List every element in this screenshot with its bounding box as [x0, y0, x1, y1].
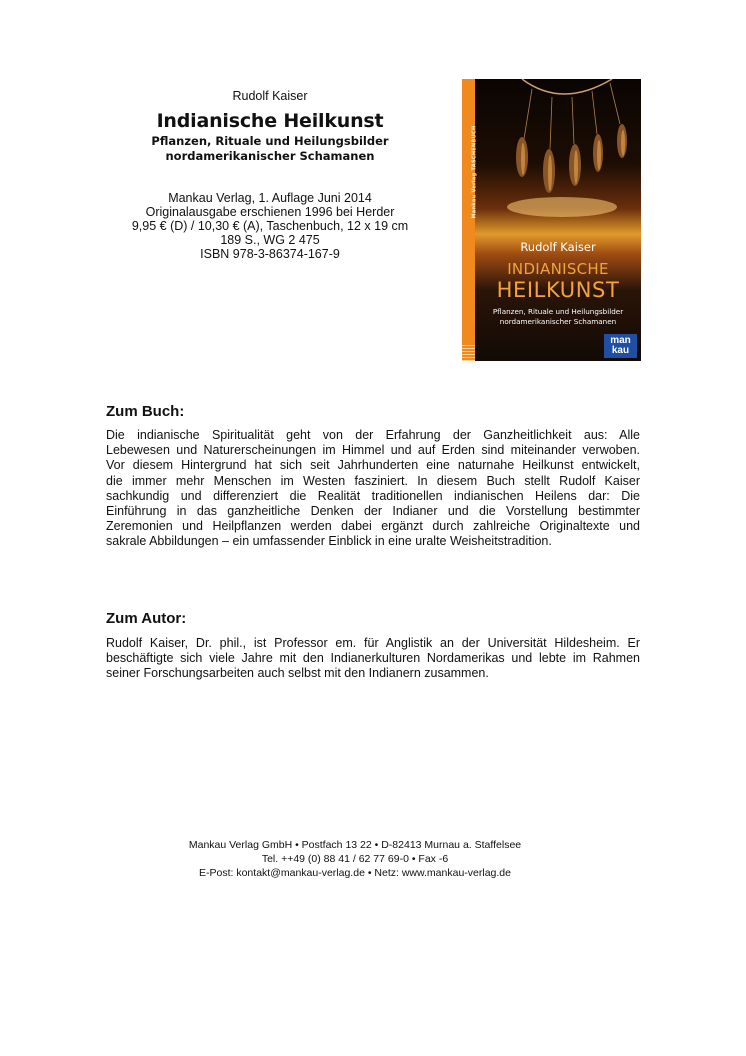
- book-publisher-line: Mankau Verlag, 1. Auflage Juni 2014: [168, 191, 372, 205]
- text-line: beschäftigte sich viele Jahre mit den Indianerkulturen Nordamerikas und lebte im Rahmen: [106, 651, 640, 666]
- text-line: die immer mehr Menschen im Westen fasziniert. In diesem Buch stellt Rudolf Kaiser: [106, 473, 640, 488]
- cover-author: Rudolf Kaiser: [520, 240, 596, 254]
- dreamcatcher-feathers-illustration: [462, 79, 641, 229]
- zum-buch-text: [106, 428, 640, 550]
- cover-subtitle: [475, 307, 641, 327]
- book-meta: [100, 191, 440, 261]
- zum-autor-text: [106, 636, 640, 682]
- publisher-logo-line: man: [610, 335, 631, 346]
- book-subtitle-line: Pflanzen, Rituale und Heilungsbilder: [151, 134, 389, 148]
- footer-phone-line: Tel. ++49 (0) 88 41 / 62 77 69-0 • Fax -6: [261, 853, 449, 865]
- cover-series-label: Mankau Verlag TASCHENBUCH: [471, 125, 478, 219]
- zum-buch-heading: Zum Buch:: [106, 403, 185, 420]
- text-line: Zeremonien und Heilpflanzen werden dabei ergänzt durch zahlreiche Originaltexte und: [106, 519, 640, 534]
- book-info-header: [100, 86, 440, 261]
- book-price-format-line: 9,95 € (D) / 10,30 € (A), Taschenbuch, 12 x 19 cm: [131, 219, 409, 233]
- text-line: seiner Forschungsarbeiten auch selbst mit den Indianern zusammen.: [106, 666, 489, 681]
- book-author: Rudolf Kaiser: [232, 89, 308, 103]
- text-line: sachkundig und differenziert die Realität traditionellen indianischen Heilens dar: Die: [106, 488, 640, 503]
- cover-series-stripe: [462, 79, 478, 361]
- publisher-logo-line: kau: [611, 345, 630, 356]
- text-line: Rudolf Kaiser, Dr. phil., ist Professor em. für Anglistik an der Universität Hildesheim. Er: [106, 636, 640, 650]
- text-line: Einführung in das ganzheitliche Denken der Indianer und die Vorstellung bestimmter: [106, 504, 640, 519]
- publisher-logo: [604, 334, 637, 358]
- cover-subtitle-line: Pflanzen, Rituale und Heilungsbilder: [492, 307, 624, 316]
- cover-stripe-pattern: [462, 343, 475, 361]
- book-cover-image: [462, 79, 641, 361]
- cover-subtitle-line: nordamerikanischer Schamanen: [499, 317, 617, 326]
- zum-autor-heading: Zum Autor:: [106, 610, 187, 627]
- cover-title-line2: HEILKUNST: [496, 278, 620, 302]
- book-subtitle-line: nordamerikanischer Schamanen: [165, 149, 375, 163]
- book-isbn-line: ISBN 978-3-86374-167-9: [200, 247, 340, 261]
- text-line: sakrale Abbildungen – ein umfassender Einblick in eine uralte Weisheitstradition.: [106, 534, 552, 549]
- cover-title-line1: INDIANISCHE: [507, 260, 609, 278]
- publisher-footer: [100, 838, 610, 880]
- text-line: Lebewesen und Naturerscheinungen im Himmel und auf Erden sind miteinander verwoben.: [106, 443, 640, 458]
- book-subtitle: [100, 134, 440, 164]
- footer-address-line: Mankau Verlag GmbH • Postfach 13 22 • D-82413 Murnau a. Staffelsee: [188, 839, 522, 851]
- text-line: Vor diesem Hintergrund hat sich seit Jahrhunderten eine naturnahe Heilkunst entwickelt,: [106, 458, 640, 473]
- book-pages-line: 189 S., WG 2 475: [220, 233, 320, 247]
- footer-contact-line: E-Post: kontakt@mankau-verlag.de • Netz: www.mankau-verlag.de: [199, 867, 511, 879]
- book-original-edition-line: Originalausgabe erschienen 1996 bei Herder: [145, 205, 395, 219]
- text-line: Die indianische Spiritualität geht von der Erfahrung der Ganzheitlichkeit aus: Alle: [106, 428, 640, 442]
- book-title: Indianische Heilkunst: [156, 110, 384, 132]
